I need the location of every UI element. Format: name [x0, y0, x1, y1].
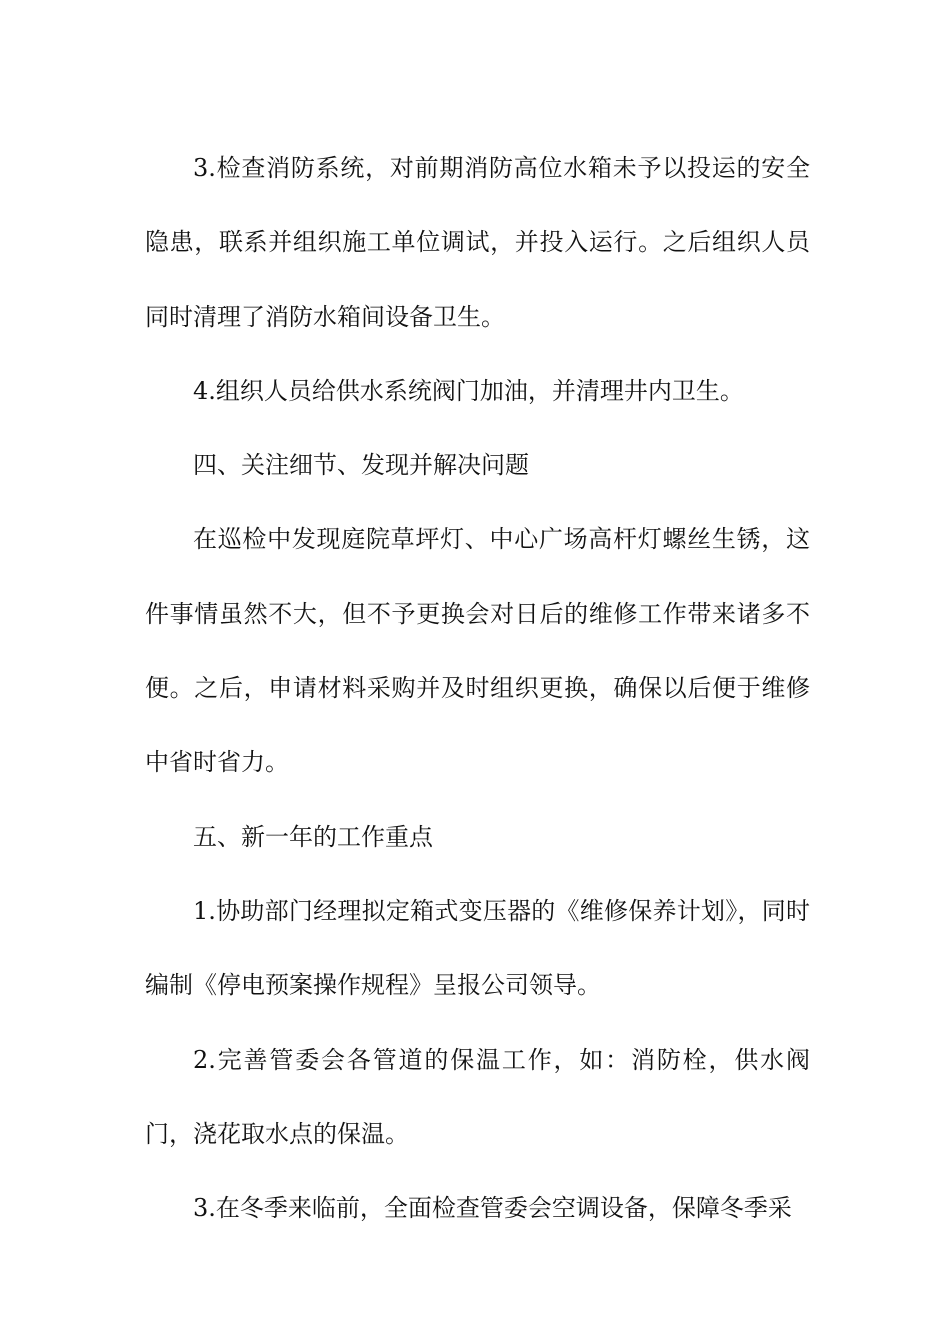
- paragraph-fire-system-check: 3.检查消防系统，对前期消防高位水箱未予以投运的安全隐患，联系并组织施工单位调试，并投入运行。之后组织人员同时清理了消防水箱间设备卫生。: [145, 154, 810, 331]
- section-heading-details: 四、关注细节、发现并解决问题: [193, 451, 529, 480]
- paragraph-ac-inspection: 3.在冬季来临前，全面检查管委会空调设备，保障冬季采: [193, 1194, 792, 1223]
- document-body: [145, 131, 810, 1245]
- paragraph-rusty-screws: 在巡检中发现庭院草坪灯、中心广场高杆灯螺丝生锈，这件事情虽然不大，但不予更换会对日后的维修工作带来诸多不便。之后，申请材料采购并及时组织更换，确保以后便于维修中省时省力。: [145, 525, 810, 777]
- section-heading-new-year-focus: 五、新一年的工作重点: [193, 822, 433, 851]
- paragraph-pipe-insulation: 2.完善管委会各管道的保温工作，如：消防栓，供水阀门，浇花取水点的保温。: [145, 1045, 810, 1148]
- paragraph-valve-oiling: 4.组织人员给供水系统阀门加油，并清理井内卫生。: [193, 376, 744, 405]
- paragraph-maintenance-plan: 1.协助部门经理拟定箱式变压器的《维修保养计划》，同时编制《停电预案操作规程》呈报公司领导。: [145, 896, 810, 1000]
